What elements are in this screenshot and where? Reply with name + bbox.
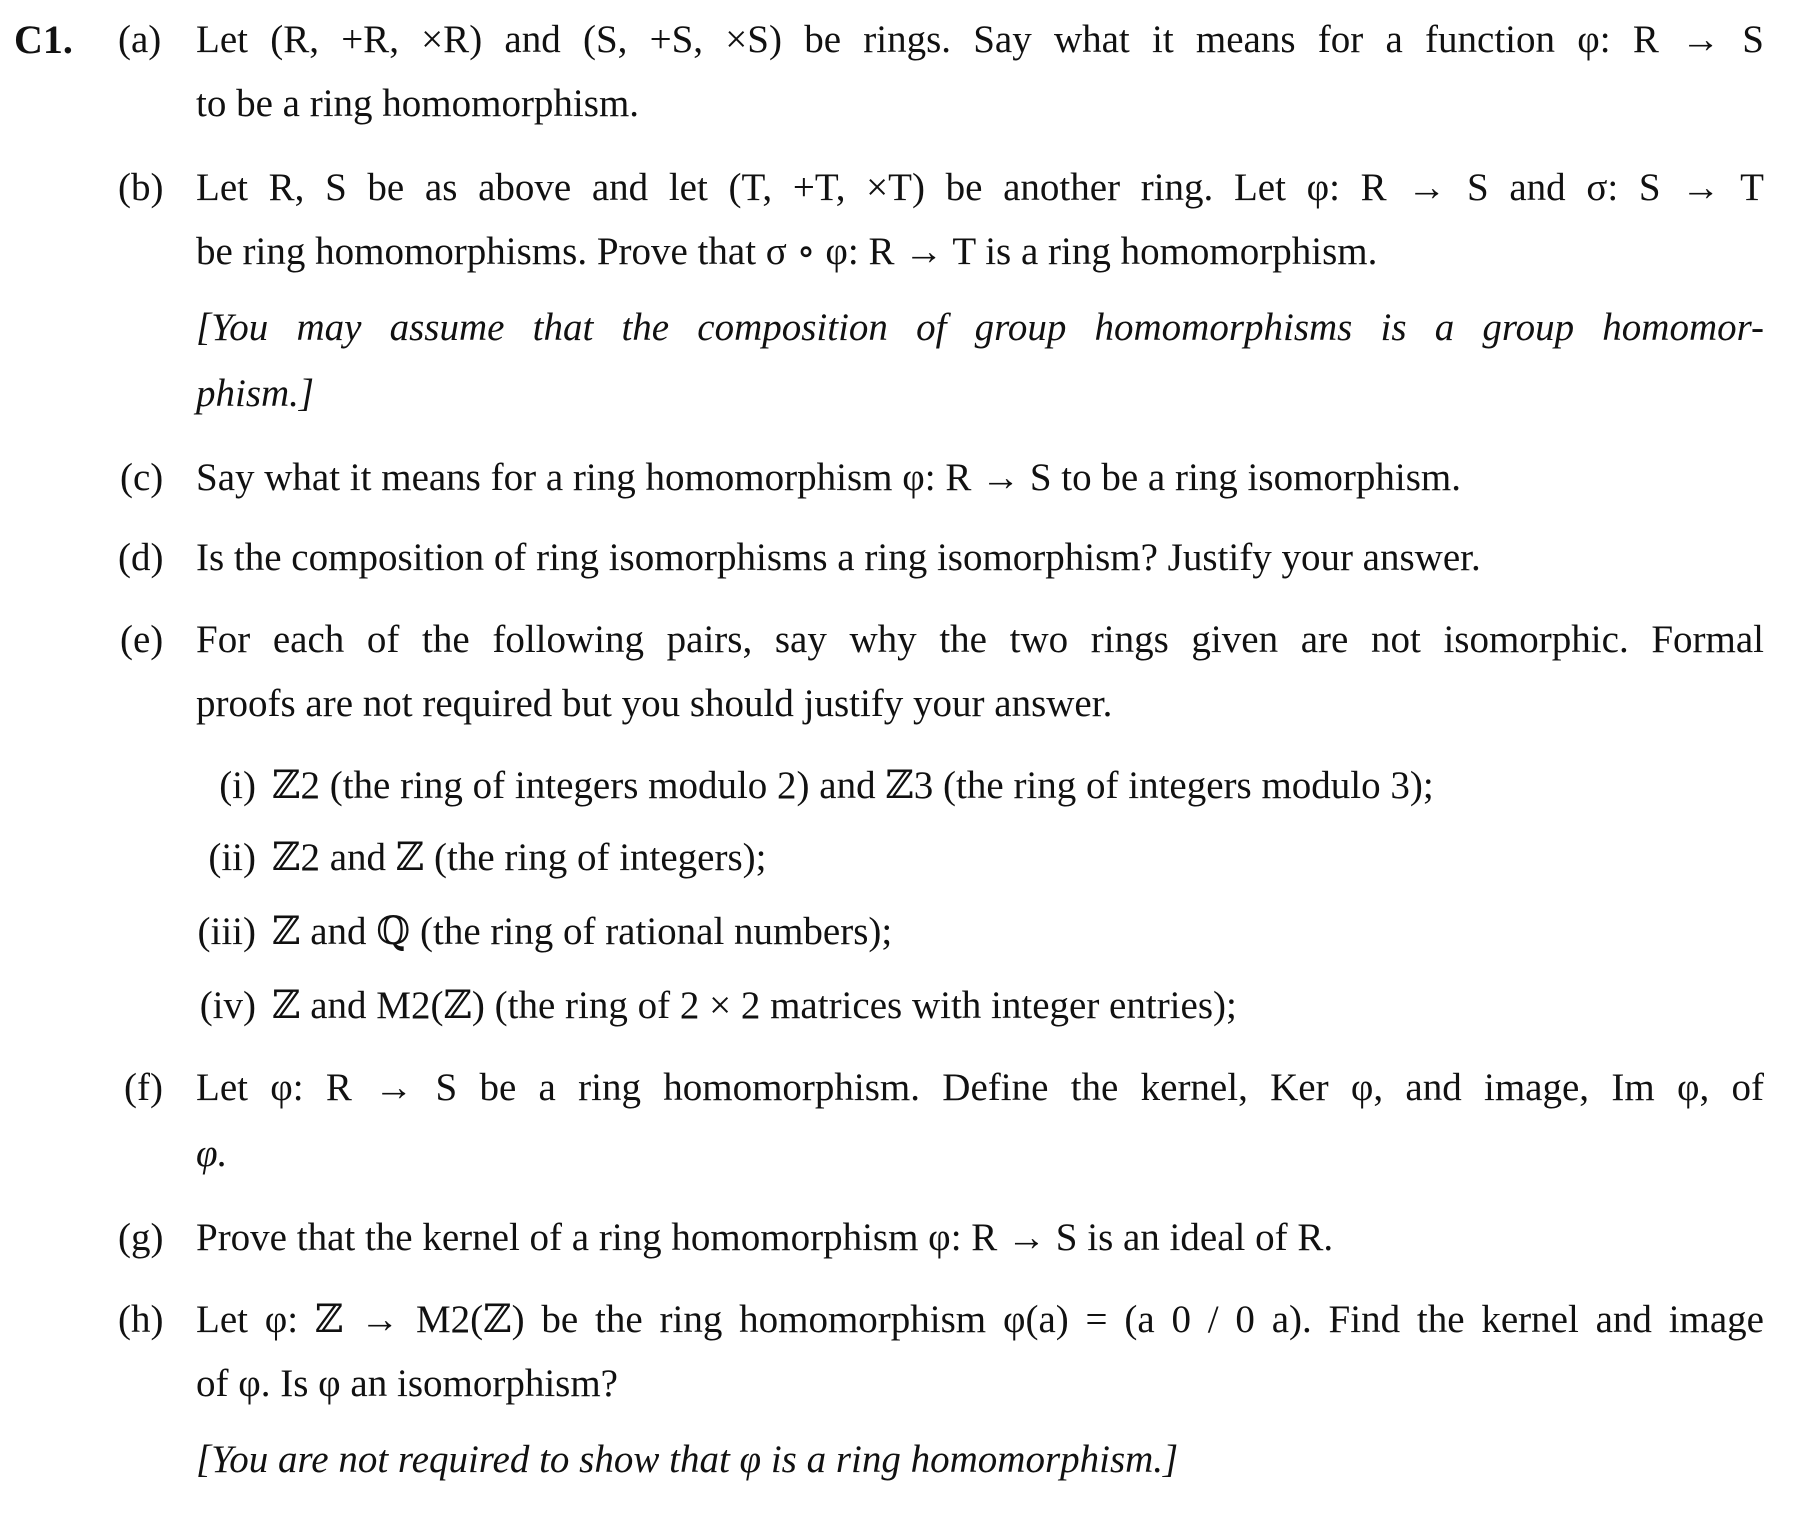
part-a-line-2: to be a ring homomorphism. [196, 82, 640, 125]
part-f-line-1: Let φ: R → S be a ring homomorphism. Define the kernel, Ker φ, and image, Im φ, of [196, 1066, 1764, 1109]
part-e-subpart-iii-label: (iii) [197, 910, 256, 953]
part-g-label: (g) [118, 1216, 164, 1259]
part-e-subpart-ii-text: ℤ2 and ℤ (the ring of integers); [272, 836, 767, 879]
part-c-label: (c) [120, 456, 164, 499]
part-e-label: (e) [120, 618, 164, 661]
part-h-note-1: [You are not required to show that φ is a ring homomorphism.] [196, 1438, 1179, 1481]
part-e-subpart-ii-label: (ii) [208, 836, 256, 879]
part-e-subpart-i-text: ℤ2 (the ring of integers modulo 2) and ℤ3 (the ring of integers modulo 3); [272, 764, 1434, 807]
part-g-line-1: Prove that the kernel of a ring homomorphism φ: R → S is an ideal of R. [196, 1216, 1334, 1259]
part-f-line-2: φ. [196, 1132, 228, 1175]
part-e-subpart-i-label: (i) [219, 764, 256, 807]
part-h-label: (h) [118, 1298, 164, 1341]
part-f-label: (f) [124, 1066, 163, 1109]
part-c-line-1: Say what it means for a ring homomorphism φ: R → S to be a ring isomorphism. [196, 456, 1461, 499]
part-a-label: (a) [118, 18, 162, 61]
question-number: C1. [14, 17, 73, 62]
part-h-line-1: Let φ: ℤ → M2(ℤ) be the ring homomorphism φ(a) = (a 0 / 0 a). Find the kernel and image [196, 1298, 1764, 1341]
part-b-note-1: [You may assume that the composition of group homomorphisms is a group homomor- [196, 306, 1764, 349]
part-e-subpart-iv-text: ℤ and M2(ℤ) (the ring of 2 × 2 matrices with integer entries); [272, 984, 1237, 1027]
part-a-line-1: Let (R, +R, ×R) and (S, +S, ×S) be rings. Say what it means for a function φ: R → S [196, 18, 1764, 61]
part-b-note-2: phism.] [196, 372, 315, 415]
part-d-label: (d) [118, 536, 164, 579]
part-e-subpart-iii-text: ℤ and ℚ (the ring of rational numbers); [272, 910, 893, 953]
part-d-line-1: Is the composition of ring isomorphisms a ring isomorphism? Justify your answer. [196, 536, 1481, 579]
part-e-subpart-iv-label: (iv) [199, 984, 256, 1027]
part-e-line-1: For each of the following pairs, say why the two rings given are not isomorphic. Formal [196, 618, 1764, 661]
part-b-label: (b) [118, 166, 164, 209]
part-b-line-2: be ring homomorphisms. Prove that σ ∘ φ: R → T is a ring homomorphism. [196, 230, 1378, 273]
part-b-line-1: Let R, S be as above and let (T, +T, ×T) be another ring. Let φ: R → S and σ: S → T [196, 166, 1764, 209]
part-e-line-2: proofs are not required but you should justify your answer. [196, 682, 1113, 725]
part-h-line-2: of φ. Is φ an isomorphism? [196, 1362, 618, 1405]
